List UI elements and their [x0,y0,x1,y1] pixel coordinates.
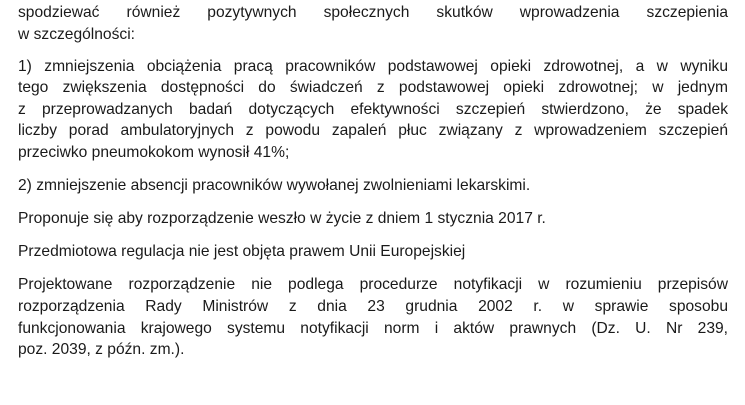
text-line: Proponuje się aby rozporządzenie weszło w życie z dniem 1 stycznia 2017 r. [18,210,546,228]
paragraph-notification [18,274,728,360]
text-line: w szczególności: [18,25,135,43]
text-line: funkcjonowania krajowego systemu notyfikacji norm i aktów prawnych (Dz. U. Nr 239, [18,319,728,337]
text-line: z przeprowadzanych badań dotyczących efektywności szczepień stwierdzono, że spadek [18,100,728,118]
text-line: spodziewać również pozytywnych społecznych skutków wprowadzenia szczepienia [18,4,728,21]
text-line: liczby porad ambulatoryjnych z powodu zapaleń płuc związany z wprowadzeniem szczepień [18,122,728,140]
text-line: przeciwko pneumokokom wynosił 41%; [18,144,290,162]
text-line: poz. 2039, z późn. zm.). [18,341,185,359]
paragraph-intro [18,2,728,45]
paragraph-entry-into-force [18,208,728,230]
text-line: Projektowane rozporządzenie nie podlega procedurze notyfikacji w rozumieniu przepisów [18,276,728,294]
text-line: 2) zmniejszenie absencji pracowników wywołanej zwolnieniami lekarskimi. [18,177,531,195]
paragraph-point-2 [18,175,728,197]
text-line: tego zwiększenia dostępności do świadczeń z podstawowej opieki zdrowotnej; w jednym [18,79,728,97]
paragraph-point-1 [18,56,728,164]
paragraph-eu-law [18,241,728,263]
text-line: rozporządzenia Rady Ministrów z dnia 23 grudnia 2002 r. w sprawie sposobu [18,298,728,316]
text-line: Przedmiotowa regulacja nie jest objęta prawem Unii Europejskiej [18,243,466,261]
text-line: 1) zmniejszenia obciążenia pracą pracowników podstawowej opieki zdrowotnej, a w wyniku [18,57,728,75]
document-page [18,2,728,361]
